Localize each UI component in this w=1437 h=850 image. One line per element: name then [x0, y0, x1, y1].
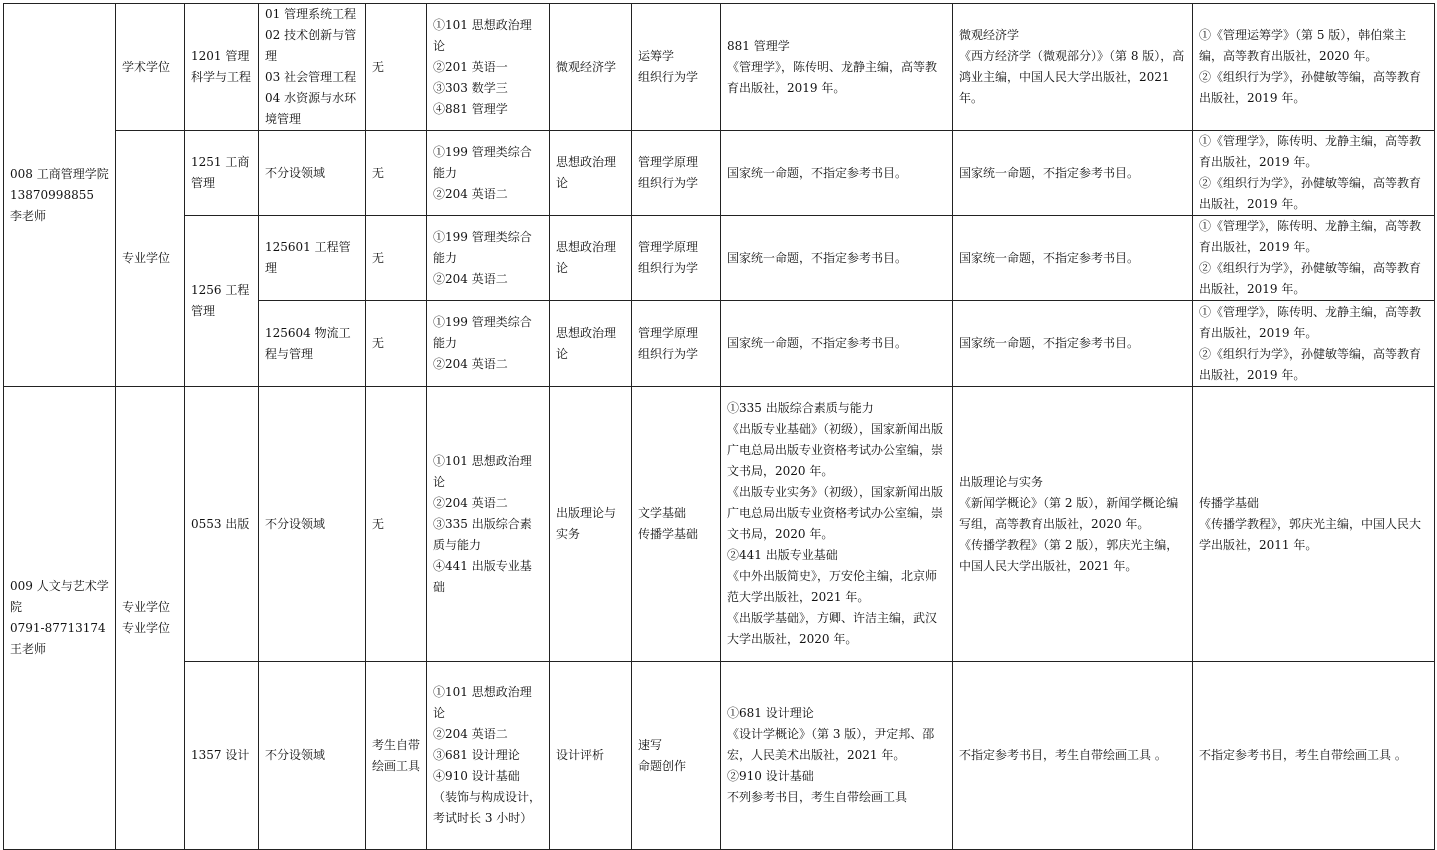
cell-line: 国家统一命题，不指定参考书目。 [959, 336, 1140, 350]
cell-line: 管理学原理 [638, 240, 699, 254]
cell-line: ①335 出版综合素质与能力 [727, 401, 874, 415]
extra-cell: 无 [366, 387, 427, 662]
degree-type-cell [116, 387, 185, 850]
table-row [4, 387, 1435, 662]
cell-line: 国家统一命题，不指定参考书目。 [727, 165, 908, 180]
cell-line: 009 人文与艺术学院 [10, 579, 109, 614]
cell-line: 管理学原理 [638, 155, 699, 169]
extra-cell: 无 [366, 216, 427, 301]
cell-line: ②《组织行为学》，孙健敏等编，高等教育出版社，2019 年。 [1199, 176, 1422, 211]
cell-line: ②《组织行为学》，孙健敏等编，高等教育出版社，2019 年。 [1199, 261, 1422, 296]
cell-line: 专业学位 [122, 600, 171, 614]
extra-refs-cell [1193, 131, 1435, 216]
cell-line: 不分设领域 [265, 516, 326, 531]
retest-refs-cell [953, 216, 1193, 301]
exam-subjects-cell [427, 662, 550, 850]
cell-line: 管理学原理 [638, 325, 699, 340]
exam-subjects-cell [427, 216, 550, 301]
initial-refs-cell [721, 301, 953, 387]
major-cell: 1256 工程管理 [185, 216, 259, 387]
cell-line: 《新闻学概论》（第 2 版），新闻学概论编写组，高等教育出版社，2020 年。 [959, 495, 1179, 531]
cell-line: ④910 设计基础（装饰与构成设计，考试时长 3 小时） [433, 769, 542, 825]
cell-line: 125601 工程管理 [265, 240, 351, 275]
initial-refs-cell [721, 662, 953, 850]
equal-extra-cell [632, 387, 721, 662]
extra-cell: 考生自带绘画工具 [366, 662, 427, 850]
retest-cell: 思想政治理论 [550, 301, 632, 387]
cell-line: 组织行为学 [638, 70, 699, 84]
equal-extra-cell [632, 216, 721, 301]
cell-line: ②441 出版专业基础 [727, 548, 838, 562]
cell-line: ①199 管理类综合能力 [433, 229, 532, 265]
retest-refs-cell [953, 662, 1193, 850]
cell-line: 国家统一命题，不指定参考书目。 [727, 336, 908, 350]
cell-line: 不分设领域 [265, 748, 326, 762]
exam-subjects-cell [427, 301, 550, 387]
retest-cell: 出版理论与实务 [550, 387, 632, 662]
cell-line: 国家统一命题，不指定参考书目。 [959, 165, 1140, 180]
retest-refs-cell [953, 4, 1193, 131]
cell-line: ②204 英语二 [433, 357, 508, 371]
directions-cell [259, 387, 366, 662]
retest-refs-cell [953, 131, 1193, 216]
cell-line: 《设计学概论》（第 3 版），尹定邦、邵宏，人民美术出版社，2021 年。 [727, 727, 935, 762]
equal-extra-cell [632, 301, 721, 387]
cell-line: ①《管理运筹学》（第 5 版），韩伯棠主编，高等教育出版社，2020 年。 [1199, 28, 1407, 63]
equal-extra-cell [632, 4, 721, 131]
cell-line: ④441 出版专业基础 [433, 558, 532, 594]
retest-cell: 思想政治理论 [550, 131, 632, 216]
initial-refs-cell [721, 131, 953, 216]
table-row [4, 4, 1435, 131]
cell-line: 传播学基础 [638, 527, 699, 541]
cell-line: ①101 思想政治理论 [433, 685, 532, 720]
cell-line: 组织行为学 [638, 176, 699, 190]
cell-line: 组织行为学 [638, 261, 699, 275]
cell-line: 传播学基础 [1199, 495, 1260, 510]
exam-subjects-cell [427, 131, 550, 216]
extra-cell: 无 [366, 301, 427, 387]
cell-line: ①681 设计理论 [727, 706, 814, 720]
initial-refs-cell [721, 216, 953, 301]
degree-type-cell: 专业学位 [116, 131, 185, 387]
major-cell: 0553 出版 [185, 387, 259, 662]
degree-type-cell: 学术学位 [116, 4, 185, 131]
cell-line: 国家统一命题，不指定参考书目。 [727, 250, 908, 265]
cell-line: ③303 数学三 [433, 80, 508, 95]
college-cell [4, 4, 116, 387]
cell-line: 运筹学 [638, 49, 675, 63]
cell-line: 《出版专业基础》（初级），国家新闻出版广电总局出版专业资格考试办公室编，崇文书局，2020 年。 [727, 422, 944, 478]
cell-line: 不分设领域 [265, 165, 326, 180]
extra-cell: 无 [366, 131, 427, 216]
admissions-table [3, 3, 1435, 850]
cell-line: ②201 英语一 [433, 59, 508, 74]
equal-extra-cell [632, 131, 721, 216]
cell-line: 出版理论与实务 [959, 474, 1044, 489]
table-row [4, 131, 1435, 216]
cell-line: ②204 英语二 [433, 271, 508, 286]
cell-line: 《传播学教程》，郭庆光主编，中国人民大学出版社，2011 年。 [1199, 516, 1422, 552]
exam-subjects-cell [427, 4, 550, 131]
extra-refs-cell [1193, 662, 1435, 850]
extra-refs-cell [1193, 387, 1435, 662]
cell-line: 881 管理学 [727, 38, 790, 53]
retest-cell: 思想政治理论 [550, 216, 632, 301]
cell-line: ①199 管理类综合能力 [433, 315, 532, 350]
extra-refs-cell [1193, 301, 1435, 387]
initial-refs-cell [721, 387, 953, 662]
extra-cell: 无 [366, 4, 427, 131]
cell-line: 国家统一命题，不指定参考书目。 [959, 250, 1140, 265]
extra-refs-cell [1193, 216, 1435, 301]
cell-line: 04 水资源与水环境管理 [265, 91, 357, 126]
cell-line: 125604 物流工程与管理 [265, 325, 351, 361]
major-cell: 1201 管理科学与工程 [185, 4, 259, 131]
cell-line: ③335 出版综合素质与能力 [433, 516, 532, 552]
cell-line: 《传播学教程》（第 2 版），郭庆光主编，中国人民大学出版社，2021 年。 [959, 537, 1179, 573]
cell-line: ①《管理学》，陈传明、龙静主编，高等教育出版社，2019 年。 [1199, 304, 1422, 340]
cell-line: ②204 英语二 [433, 727, 508, 741]
major-cell: 1251 工商管理 [185, 131, 259, 216]
cell-line: 008 工商管理学院 [10, 166, 109, 181]
directions-cell [259, 4, 366, 131]
directions-cell [259, 216, 366, 301]
retest-refs-cell [953, 387, 1193, 662]
cell-line: ①101 思想政治理论 [433, 17, 532, 53]
directions-cell [259, 131, 366, 216]
table-row [4, 216, 1435, 301]
cell-line: 不指定参考书目，考生自带绘画工具 。 [1199, 748, 1407, 762]
cell-line: ①《管理学》，陈传明、龙静主编，高等教育出版社，2019 年。 [1199, 219, 1422, 254]
cell-line: 《中外出版简史》，万安伦主编，北京师范大学出版社，2021 年。 [727, 569, 938, 604]
cell-line: 命题创作 [638, 758, 687, 773]
cell-line: 03 社会管理工程 [265, 70, 357, 84]
cell-line: 文学基础 [638, 506, 687, 520]
cell-line: 《西方经济学（微观部分）》（第 8 版），高鸿业主编，中国人民大学出版社，2021 年。 [959, 49, 1185, 105]
extra-refs-cell [1193, 4, 1435, 131]
cell-line: 不指定参考书目，考生自带绘画工具 。 [959, 748, 1167, 762]
exam-subjects-cell [427, 387, 550, 662]
directions-cell [259, 662, 366, 850]
cell-line: 01 管理系统工程 [265, 7, 357, 21]
major-cell: 1357 设计 [185, 662, 259, 850]
cell-line: 微观经济学 [959, 28, 1020, 42]
table-row [4, 662, 1435, 850]
equal-extra-cell [632, 662, 721, 850]
cell-line: 速写 [638, 737, 663, 752]
directions-cell [259, 301, 366, 387]
cell-line: ②204 英语二 [433, 495, 508, 510]
cell-line: 0791-87713174 [10, 621, 106, 635]
cell-line: 《出版专业实务》（初级），国家新闻出版广电总局出版专业资格考试办公室编，崇文书局，2020 年。 [727, 485, 944, 541]
cell-line: 组织行为学 [638, 346, 699, 361]
retest-cell: 设计评析 [550, 662, 632, 850]
cell-line: 王老师 [10, 642, 47, 656]
cell-line: ③681 设计理论 [433, 748, 520, 762]
cell-line: 《管理学》，陈传明、龙静主编，高等教育出版社，2019 年。 [727, 59, 938, 95]
cell-line: 02 技术创新与管理 [265, 28, 357, 63]
cell-line: 李老师 [10, 208, 47, 223]
retest-refs-cell [953, 301, 1193, 387]
college-cell [4, 387, 116, 850]
cell-line: ②《组织行为学》，孙健敏等编，高等教育出版社，2019 年。 [1199, 346, 1422, 382]
cell-line: ②204 英语二 [433, 186, 508, 201]
cell-line: 不列参考书目，考生自带绘画工具 [727, 790, 908, 804]
cell-line: ①199 管理类综合能力 [433, 144, 532, 180]
cell-line: 13870998855 [10, 187, 94, 202]
cell-line: ②《组织行为学》，孙健敏等编，高等教育出版社，2019 年。 [1199, 70, 1422, 105]
retest-cell: 微观经济学 [550, 4, 632, 131]
cell-line: 专业学位 [122, 621, 171, 635]
cell-line: ④881 管理学 [433, 101, 508, 116]
cell-line: ①101 思想政治理论 [433, 453, 532, 489]
cell-line: ①《管理学》，陈传明、龙静主编，高等教育出版社，2019 年。 [1199, 134, 1422, 169]
cell-line: 《出版学基础》，方卿、许洁主编，武汉大学出版社，2020 年。 [727, 611, 938, 646]
cell-line: ②910 设计基础 [727, 769, 814, 783]
initial-refs-cell [721, 4, 953, 131]
